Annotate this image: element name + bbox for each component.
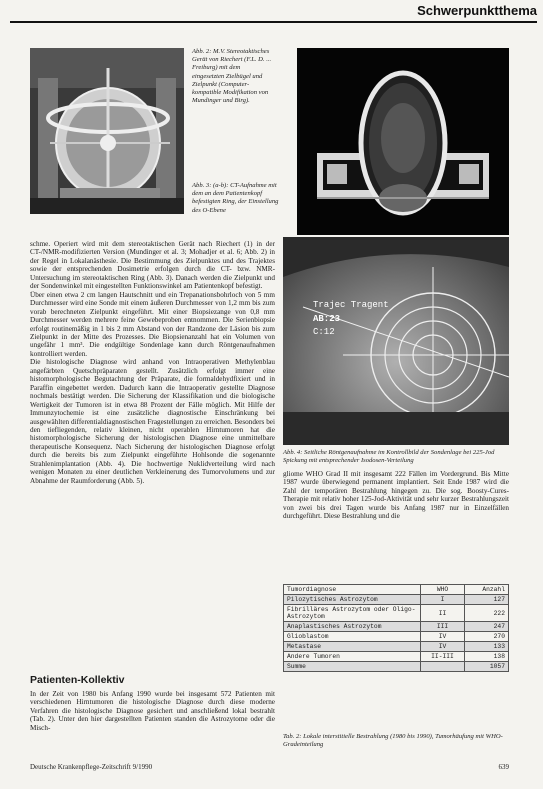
- table-header-cell: WHO: [421, 585, 465, 595]
- paragraph: Die histologische Diagnose wird anhand von Intraoperativen Methylenblau angefärbten Quetschpräparaten gestellt. Zusätzlich erfolgt immer eine histomorphologische Begutachtung der Präparate, die formaldehydfixiert und in Paraffin eingebettet werden. Dadurch kann die Intraoperativ gestellte Diagnose nochmals bestätigt werden. Die Sicherung der Klassifikation und die biologische Wertigkeit der Tumoren ist in etwa 88 Prozent der Fälle möglich. Mit Hilfe der Immunzytochemie ist eine zusätzliche diagnostische Einschränkung bei ausgewählten differentialdiagnostischen Fragestellungen zu erreichen. Besonders bei den tiefliegenden, relativ kleinen, nicht operablen Hirntumoren hat die histomorphologische Sicherung der histologischen Diagnose eine unmittelbare therapeutische Konsequenz. Nach Sicherung der histologischen Diagnose erfolgt durch die bereits bis zum Zielpunkt eingeführte Hohlsonde die sogenannte Strahlenimplantation (Abb. 4). Die hochwertige Nuklidverteilung wird nach wenigen Monaten zu einer deutlichen Verkleinerung des Tumorvolumens und zur Abnahme der Raumforderung (Abb. 5).: [30, 358, 275, 485]
- ct-scan-illustration: [297, 48, 509, 235]
- xray-label-c: C:12: [313, 327, 335, 337]
- footer-journal: Deutsche Krankenpflege-Zeitschrift 9/1990: [30, 763, 153, 771]
- table-cell-diagnosis: Anaplastisches Astrozytom: [284, 622, 421, 632]
- table-caption: Tab. 2: Lokale interstitielle Bestrahlung (1980 bis 1990), Tumorhäufung mit WHO-Gradeinteilung: [283, 733, 503, 749]
- header-rule: [10, 21, 537, 23]
- table-cell-who: IV: [421, 632, 465, 642]
- table-total-value: 1057: [465, 662, 509, 672]
- stereotactic-frame-illustration: [30, 48, 184, 214]
- table-cell-diagnosis: Andere Tumoren: [284, 652, 421, 662]
- table-cell-count: 247: [465, 622, 509, 632]
- table-total-row: [284, 662, 509, 672]
- table-header-cell: Tumordiagnose: [284, 585, 421, 595]
- table-row: [284, 605, 509, 622]
- figure-4-caption: Abb. 4: Seitliche Röntgenaufnahme im Kontrollbild der Sondenlage bei 225-Jod Spickung mit entsprechender Isodosen-Verteilung: [283, 449, 495, 465]
- table-cell-diagnosis: Glioblastom: [284, 632, 421, 642]
- footer-page-number: 639: [498, 763, 509, 771]
- table-cell-who: II-III: [421, 652, 465, 662]
- left-column-body: [30, 240, 275, 485]
- table-cell-who: II: [421, 605, 465, 622]
- table-total-label: Summe: [284, 662, 421, 672]
- table-header-row: [284, 585, 509, 595]
- figure-3-ct-scan: [297, 48, 509, 235]
- table-row: [284, 652, 509, 662]
- page-section-title: Schwerpunktthema: [417, 3, 537, 18]
- section-paragraph: In der Zeit von 1980 bis Anfang 1990 wurde bei insgesamt 572 Patienten mit verschiedenen Hirntumoren die histologische Diagnose durch diese moderne Verfahren die histologische Diagnose gesichert und anschließend lokal bestrahlt (Tab. 2). Unter den hier dargestellten Patienten standen die Astrozytome oder die Misch-: [30, 690, 275, 732]
- table-cell-count: 133: [465, 642, 509, 652]
- table-row: [284, 632, 509, 642]
- table-cell-who: IV: [421, 642, 465, 652]
- table-cell-who: I: [421, 595, 465, 605]
- table-row: [284, 642, 509, 652]
- figure-4-xray: [283, 237, 509, 445]
- table-cell-who: III: [421, 622, 465, 632]
- table-cell-count: 138: [465, 652, 509, 662]
- table-row: [284, 595, 509, 605]
- table-cell-count: 222: [465, 605, 509, 622]
- tumor-table: [283, 584, 509, 672]
- xray-label-ab: AB:23: [313, 314, 341, 324]
- paragraph: schme. Operiert wird mit dem stereotaktischen Gerät nach Riechert (1) in der CT-/NMR-modifizierten Version (Mundinger et al. 3; Mohadjer et al. 6; Abb. 2) in der Regel in Lokalanästhesie. Die Bestimmung des Zielpunktes und des Trajektes sowie der entsprechenden Dosimetrie erfolgen durch die CT- bzw. NMR-Untersuchung im stereotaktischen Ring (Abb. 3). Danach werden die Zielpunkt und der Sondenwinkel mit eingestellten Funktionswinkel am Patientenkopf befestigt.: [30, 240, 275, 291]
- table-header-cell: Anzahl: [465, 585, 509, 595]
- figure-2-caption: Abb. 2: M.V. Stereotaktisches Gerät von Riechert (F.L. D. ... Freiburg) mit dem eingesetzten Zielbügel und Zielpunkt (Computer-kompatible Modifikation von Mundinger und Birg).: [192, 48, 272, 105]
- section-heading: Patienten-Kollektiv: [30, 674, 125, 686]
- paragraph: Über einen etwa 2 cm langen Hautschnitt und ein Trepanationsbohrloch von 5 mm Durchmesser wird eine Sonde mit einem äußeren Durchmesser von 1,2 mm bis zum vorab berechneten Zielpunkt eingeführt. Mit einer Biopsiezange von 0,8 mm Durchmesser werden mehrere feine Gewebeproben entnommen. Die Serienbiopsie erfolgt routinemäßig in 1 bis 2 mm Abstand von der Randzone der Läsion bis zum Zielpunkt in der Mitte des Prozesses. Die Biopsienanzahl hat ein Volumen von ungefähr 1 mm³. Die endgültige Sondenlage kann durch Röntgenaufnahmen kontrolliert werden.: [30, 290, 275, 358]
- right-column-body: gliome WHO Grad II mit insgesamt 222 Fällen im Vordergrund. Bis Mitte 1987 wurde überwiegend permanent implantiert. Seit Ende 1987 wird die Zahl der temporären Bestrahlung hingegen zu. Die sog. Boosty-Cures-Therapie mit relativ hoher 125-Jod-Aktivität und sehr kurzer Bestrahlungszeit von zwei bis drei Tagen wurde bis Anfang 1987 nur in Einzelfällen durchgeführt. Diese Bestrahlung und die: [283, 470, 509, 521]
- tumor-table-wrapper: [283, 584, 509, 672]
- figure-3-caption: Abb. 3: (a-b): CT-Aufnahme mit dem an dem Patientenkopf befestigten Ring, der Einstellung des O-Ebene: [192, 182, 279, 214]
- xray-isodose-illustration: [283, 237, 509, 445]
- table-total-empty: [421, 662, 465, 672]
- table-cell-diagnosis: Pilozytisches Astrozytom: [284, 595, 421, 605]
- table-cell-diagnosis: Metastase: [284, 642, 421, 652]
- table-cell-count: 270: [465, 632, 509, 642]
- xray-label-trajec: Trajec Tragent: [313, 300, 389, 310]
- table-cell-count: 127: [465, 595, 509, 605]
- table-cell-diagnosis: Fibrilläres Astrozytom oder Oligo-Astrozytom: [284, 605, 421, 622]
- table-row: [284, 622, 509, 632]
- figure-2-photo: [30, 48, 184, 214]
